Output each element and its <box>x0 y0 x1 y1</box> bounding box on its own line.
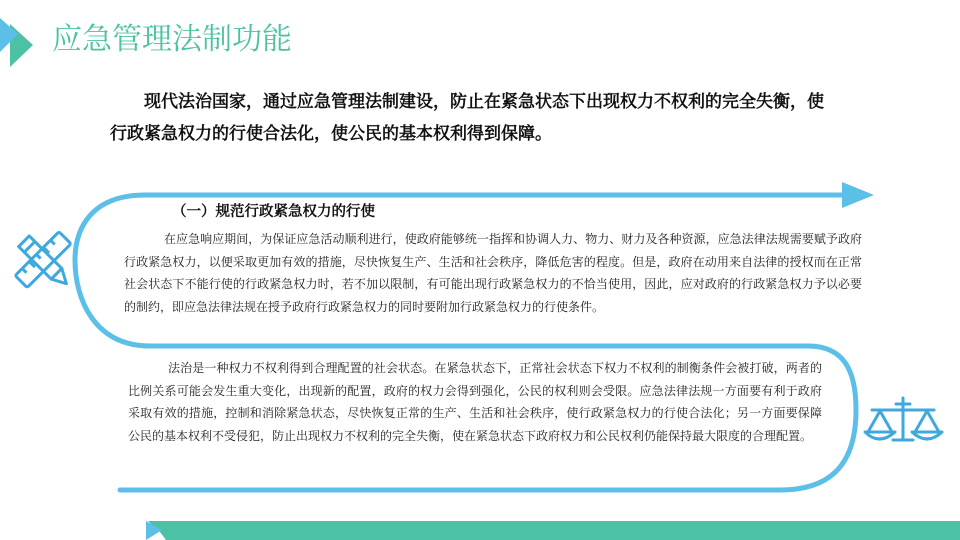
section-heading: （一）规范行政紧急权力的行使 <box>172 204 375 220</box>
bottom-band <box>148 521 960 540</box>
pencil-ruler-icon <box>15 232 72 289</box>
section-paragraph: 法治是一种权力不权利得到合理配置的社会状态。在紧急状态下，正常社会状态下权力不权利的制衡条件会被打破，两者的比例关系可能会发生重大变化，出现新的配置，政府的权力会得到强化，公民的权利则会受限。应急法律法规一方面要有利于政府采取有效的措施，控制和消除紧急状态，尽快恢复正常的生产、生活和社会秩序，使行政紧急权力的行使合法化；另一方面要保障公民的基本权利不受侵犯，防止出现权力不权利的完全失衡，使在紧急状态下政府权力和公民权利仍能保持最大限度的合理配置。 <box>128 361 822 443</box>
page-title: 应急管理法制功能 <box>52 22 292 57</box>
section-paragraph: 在应急响应期间，为保证应急活动顺利进行，使政府能够统一指挥和协调人力、物力、财力及各种资源，应急法律法规需要赋予政府行政紧急权力，以便采取更加有效的措施，尽快恢复生产、生活和社会秩序，降低危害的程度。但是，政府在动用来自法律的授权而在正常社会状态下不能行使的行政紧急权力时，若不加以限制，有可能出现行政紧急权力的不恰当使用，因此，应对政府的行政紧急权力予以必要的制约，即应急法律法规在授予政府行政紧急权力的同时要附加行政紧急权力的行使条件。 <box>124 232 862 314</box>
flow-arrowhead <box>842 182 874 208</box>
balance-scale-icon <box>865 398 942 440</box>
intro-text: 现代法治国家，通过应急管理法制建设，防止在紧急状态下出现权力不权利的完全失衡，使行政紧急权力的行使合法化，使公民的基本权利得到保障。 <box>110 92 824 144</box>
